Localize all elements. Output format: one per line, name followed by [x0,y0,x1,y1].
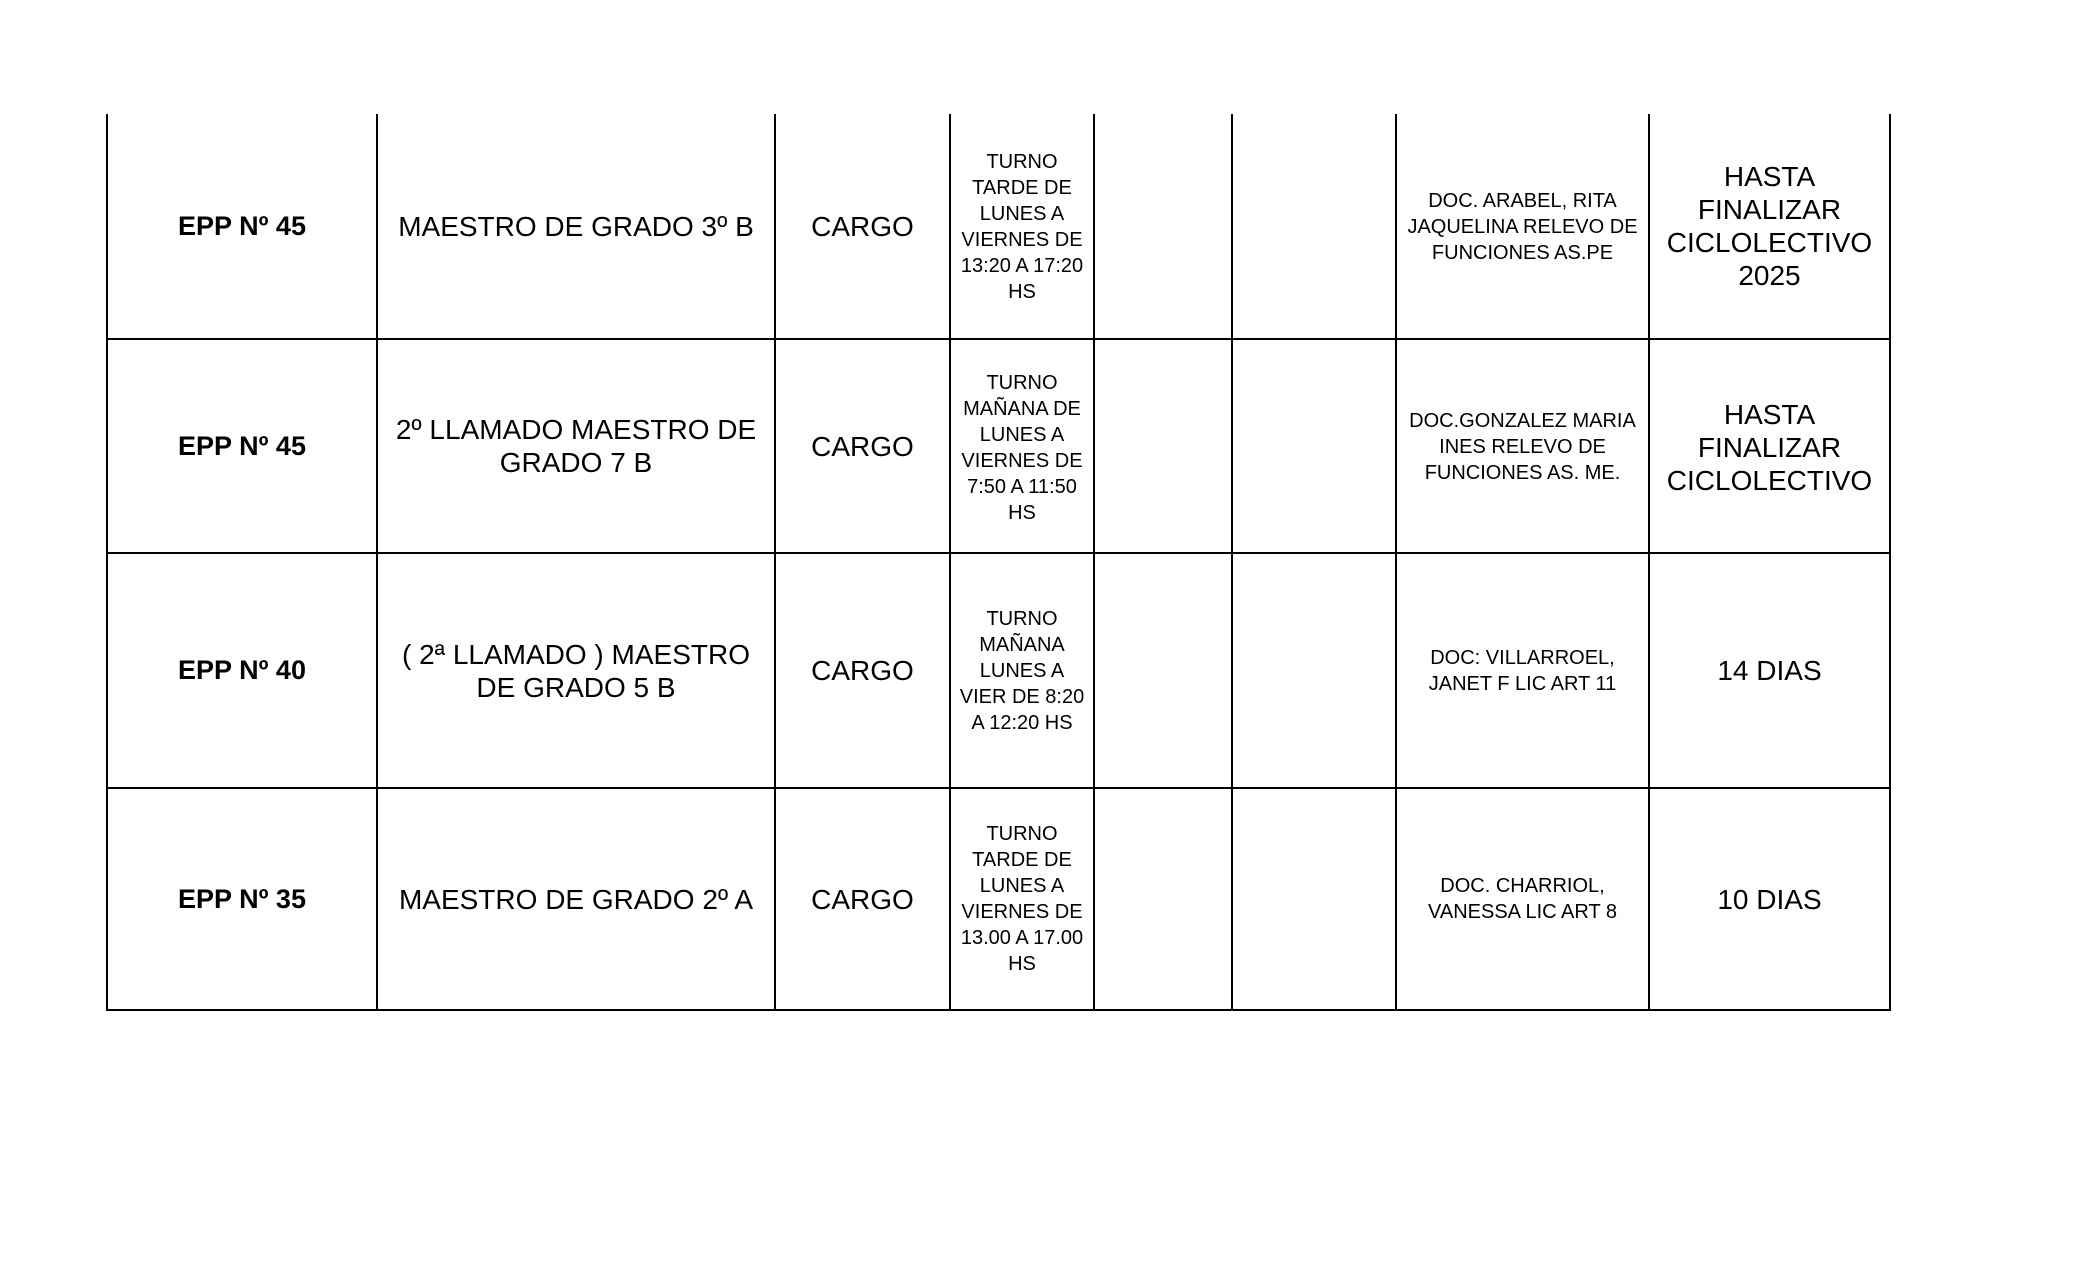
position-cell: 2º LLAMADO MAESTRO DE GRADO 7 B [377,339,775,553]
type-cell: CARGO [775,553,950,788]
type-cell: CARGO [775,339,950,553]
table-row [107,339,1890,553]
schedule-cell: TURNO MAÑANA DE LUNES A VIERNES DE 7:50 A 11:50 HS [950,339,1094,553]
schedule-cell: TURNO TARDE DE LUNES A VIERNES DE 13:20 A 17:20 HS [950,114,1094,339]
empty-cell [1094,788,1232,1010]
empty-cell [1094,553,1232,788]
empty-cell [1094,339,1232,553]
empty-cell [1232,339,1396,553]
schedule-cell: TURNO TARDE DE LUNES A VIERNES DE 13.00 A 17.00 HS [950,788,1094,1010]
duration-cell: HASTA FINALIZAR CICLOLECTIVO [1649,339,1890,553]
position-cell: MAESTRO DE GRADO 3º B [377,114,775,339]
teacher-cell: DOC: VILLARROEL, JANET F LIC ART 11 [1396,553,1649,788]
duration-cell: 10 DIAS [1649,788,1890,1010]
teacher-cell: DOC.GONZALEZ MARIA INES RELEVO DE FUNCIONES AS. ME. [1396,339,1649,553]
table-row [107,114,1890,339]
table-row [107,788,1890,1010]
empty-cell [1232,553,1396,788]
position-cell: ( 2ª LLAMADO ) MAESTRO DE GRADO 5 B [377,553,775,788]
empty-cell [1232,114,1396,339]
school-cell: EPP Nº 45 [107,114,377,339]
duration-cell: 14 DIAS [1649,553,1890,788]
school-cell: EPP Nº 45 [107,339,377,553]
vacancy-table [106,114,1891,1011]
type-cell: CARGO [775,788,950,1010]
teacher-cell: DOC. ARABEL, RITA JAQUELINA RELEVO DE FUNCIONES AS.PE [1396,114,1649,339]
school-cell: EPP Nº 40 [107,553,377,788]
empty-cell [1094,114,1232,339]
teacher-cell: DOC. CHARRIOL, VANESSA LIC ART 8 [1396,788,1649,1010]
school-cell: EPP Nº 35 [107,788,377,1010]
position-cell: MAESTRO DE GRADO 2º A [377,788,775,1010]
type-cell: CARGO [775,114,950,339]
schedule-cell: TURNO MAÑANA LUNES A VIER DE 8:20 A 12:20 HS [950,553,1094,788]
duration-cell: HASTA FINALIZAR CICLOLECTIVO 2025 [1649,114,1890,339]
table-row [107,553,1890,788]
empty-cell [1232,788,1396,1010]
